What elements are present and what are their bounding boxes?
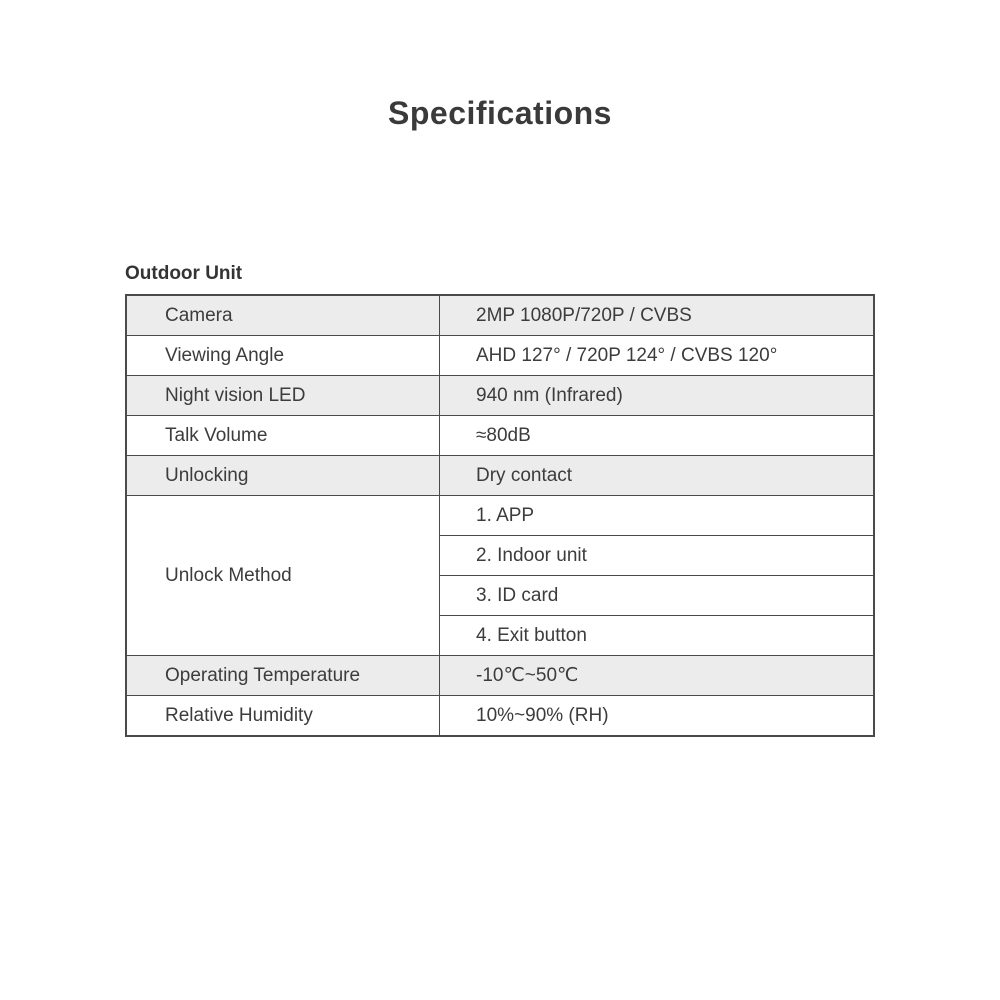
section-heading-outdoor-unit: Outdoor Unit: [125, 263, 243, 284]
spec-value: 1. APP: [440, 496, 875, 536]
table-row: [126, 496, 874, 536]
specifications-table: [125, 294, 875, 737]
spec-label: Operating Temperature: [126, 656, 440, 696]
table-row: [126, 376, 874, 416]
page-title: Specifications: [388, 95, 612, 132]
spec-value: 10%~90% (RH): [440, 696, 875, 737]
table-row: [126, 696, 874, 737]
spec-value: AHD 127° / 720P 124° / CVBS 120°: [440, 336, 875, 376]
spec-value: ≈80dB: [440, 416, 875, 456]
table-row: [126, 416, 874, 456]
spec-label: Unlocking: [126, 456, 440, 496]
spec-value: 4. Exit button: [440, 616, 875, 656]
spec-value: -10℃~50℃: [440, 656, 875, 696]
spec-label: Talk Volume: [126, 416, 440, 456]
spec-value: 3. ID card: [440, 576, 875, 616]
spec-value: 2MP 1080P/720P / CVBS: [440, 295, 875, 336]
spec-label: Unlock Method: [126, 496, 440, 656]
spec-label: Relative Humidity: [126, 696, 440, 737]
spec-label: Camera: [126, 295, 440, 336]
table-row: [126, 656, 874, 696]
spec-value: 2. Indoor unit: [440, 536, 875, 576]
table-row: [126, 295, 874, 336]
table-row: [126, 336, 874, 376]
spec-label: Night vision LED: [126, 376, 440, 416]
spec-label: Viewing Angle: [126, 336, 440, 376]
spec-value: Dry contact: [440, 456, 875, 496]
spec-value: 940 nm (Infrared): [440, 376, 875, 416]
table-row: [126, 456, 874, 496]
